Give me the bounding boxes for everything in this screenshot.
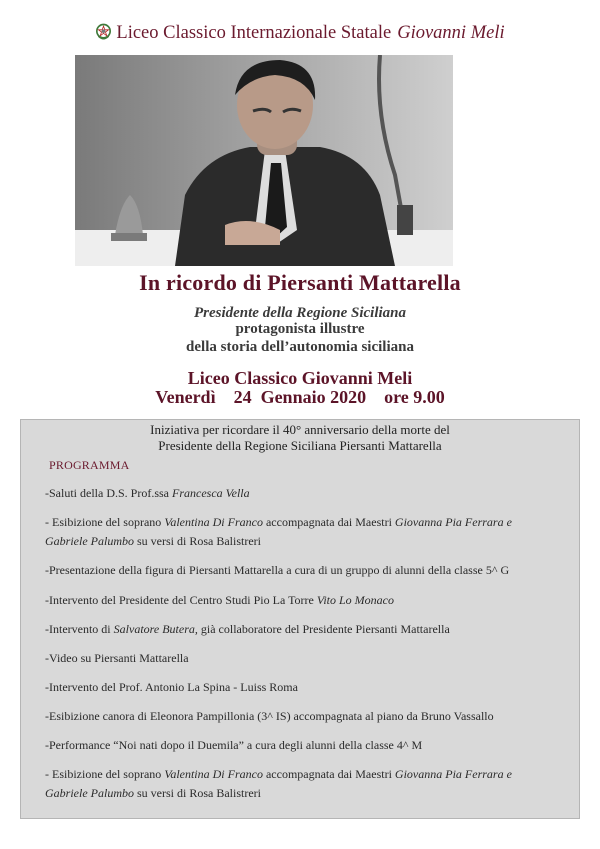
main-title: In ricordo di Piersanti Mattarella — [139, 270, 461, 295]
school-name: Liceo Classico Internazionale Statale — [116, 23, 392, 43]
program-item: -Performance “Noi nati dopo il Duemila” a cura degli alunni della classe 4^ M — [45, 738, 423, 752]
event-date: Venerdì 24 Gennaio 2020 ore 9.00 — [155, 387, 445, 407]
program-item: -Intervento di Salvatore Butera, già collaboratore del Presidente Piersanti Mattarella — [45, 622, 450, 636]
program-item: -Intervento del Presidente del Centro Studi Pio La Torre Vito Lo Monaco — [45, 593, 394, 607]
portrait-photo — [75, 55, 453, 266]
subtitle-line-2: protagonista illustre — [235, 321, 365, 337]
subtitle-line-1: Presidente della Regione Siciliana — [193, 305, 407, 321]
event-venue: Liceo Classico Giovanni Meli — [187, 368, 413, 388]
program-item: -Intervento del Prof. Antonio La Spina - Luiss Roma — [45, 680, 298, 694]
program-item: -Saluti della D.S. Prof.ssa Francesca Vella — [45, 486, 250, 500]
program-item: -Presentazione della figura di Piersanti Mattarella a cura di un gruppo di alunni della classe 5^ G — [45, 563, 510, 577]
program-box — [20, 419, 580, 819]
program-item: -Esibizione canora di Eleonora Pampillonia (3^ IS) accompagnata al piano da Bruno Vassallo — [45, 709, 494, 723]
program-item: - Esibizione del soprano Valentina Di Franco accompagnata dai Maestri Giovanna Pia Ferrara e Gabriele Palumbo su versi di Rosa Balistreri — [45, 767, 512, 800]
program-item: - Esibizione del soprano Valentina Di Franco accompagnata dai Maestri Giovanna Pia Ferrara e Gabriele Palumbo su versi di Rosa Balistreri — [45, 515, 512, 548]
subtitle-line-3: della storia dell’autonomia siciliana — [186, 339, 414, 355]
school-name-italic: Giovanni Meli — [397, 23, 505, 43]
italian-republic-emblem-icon — [95, 22, 112, 42]
intro-line-2: Presidente della Regione Siciliana Piersanti Mattarella — [158, 438, 442, 453]
program-intro — [21, 422, 579, 454]
program-heading: PROGRAMMA — [49, 458, 130, 472]
school-header — [0, 22, 600, 44]
program-item: -Video su Piersanti Mattarella — [45, 651, 189, 665]
intro-line-1: Iniziativa per ricordare il 40° anniversario della morte del — [150, 422, 450, 437]
